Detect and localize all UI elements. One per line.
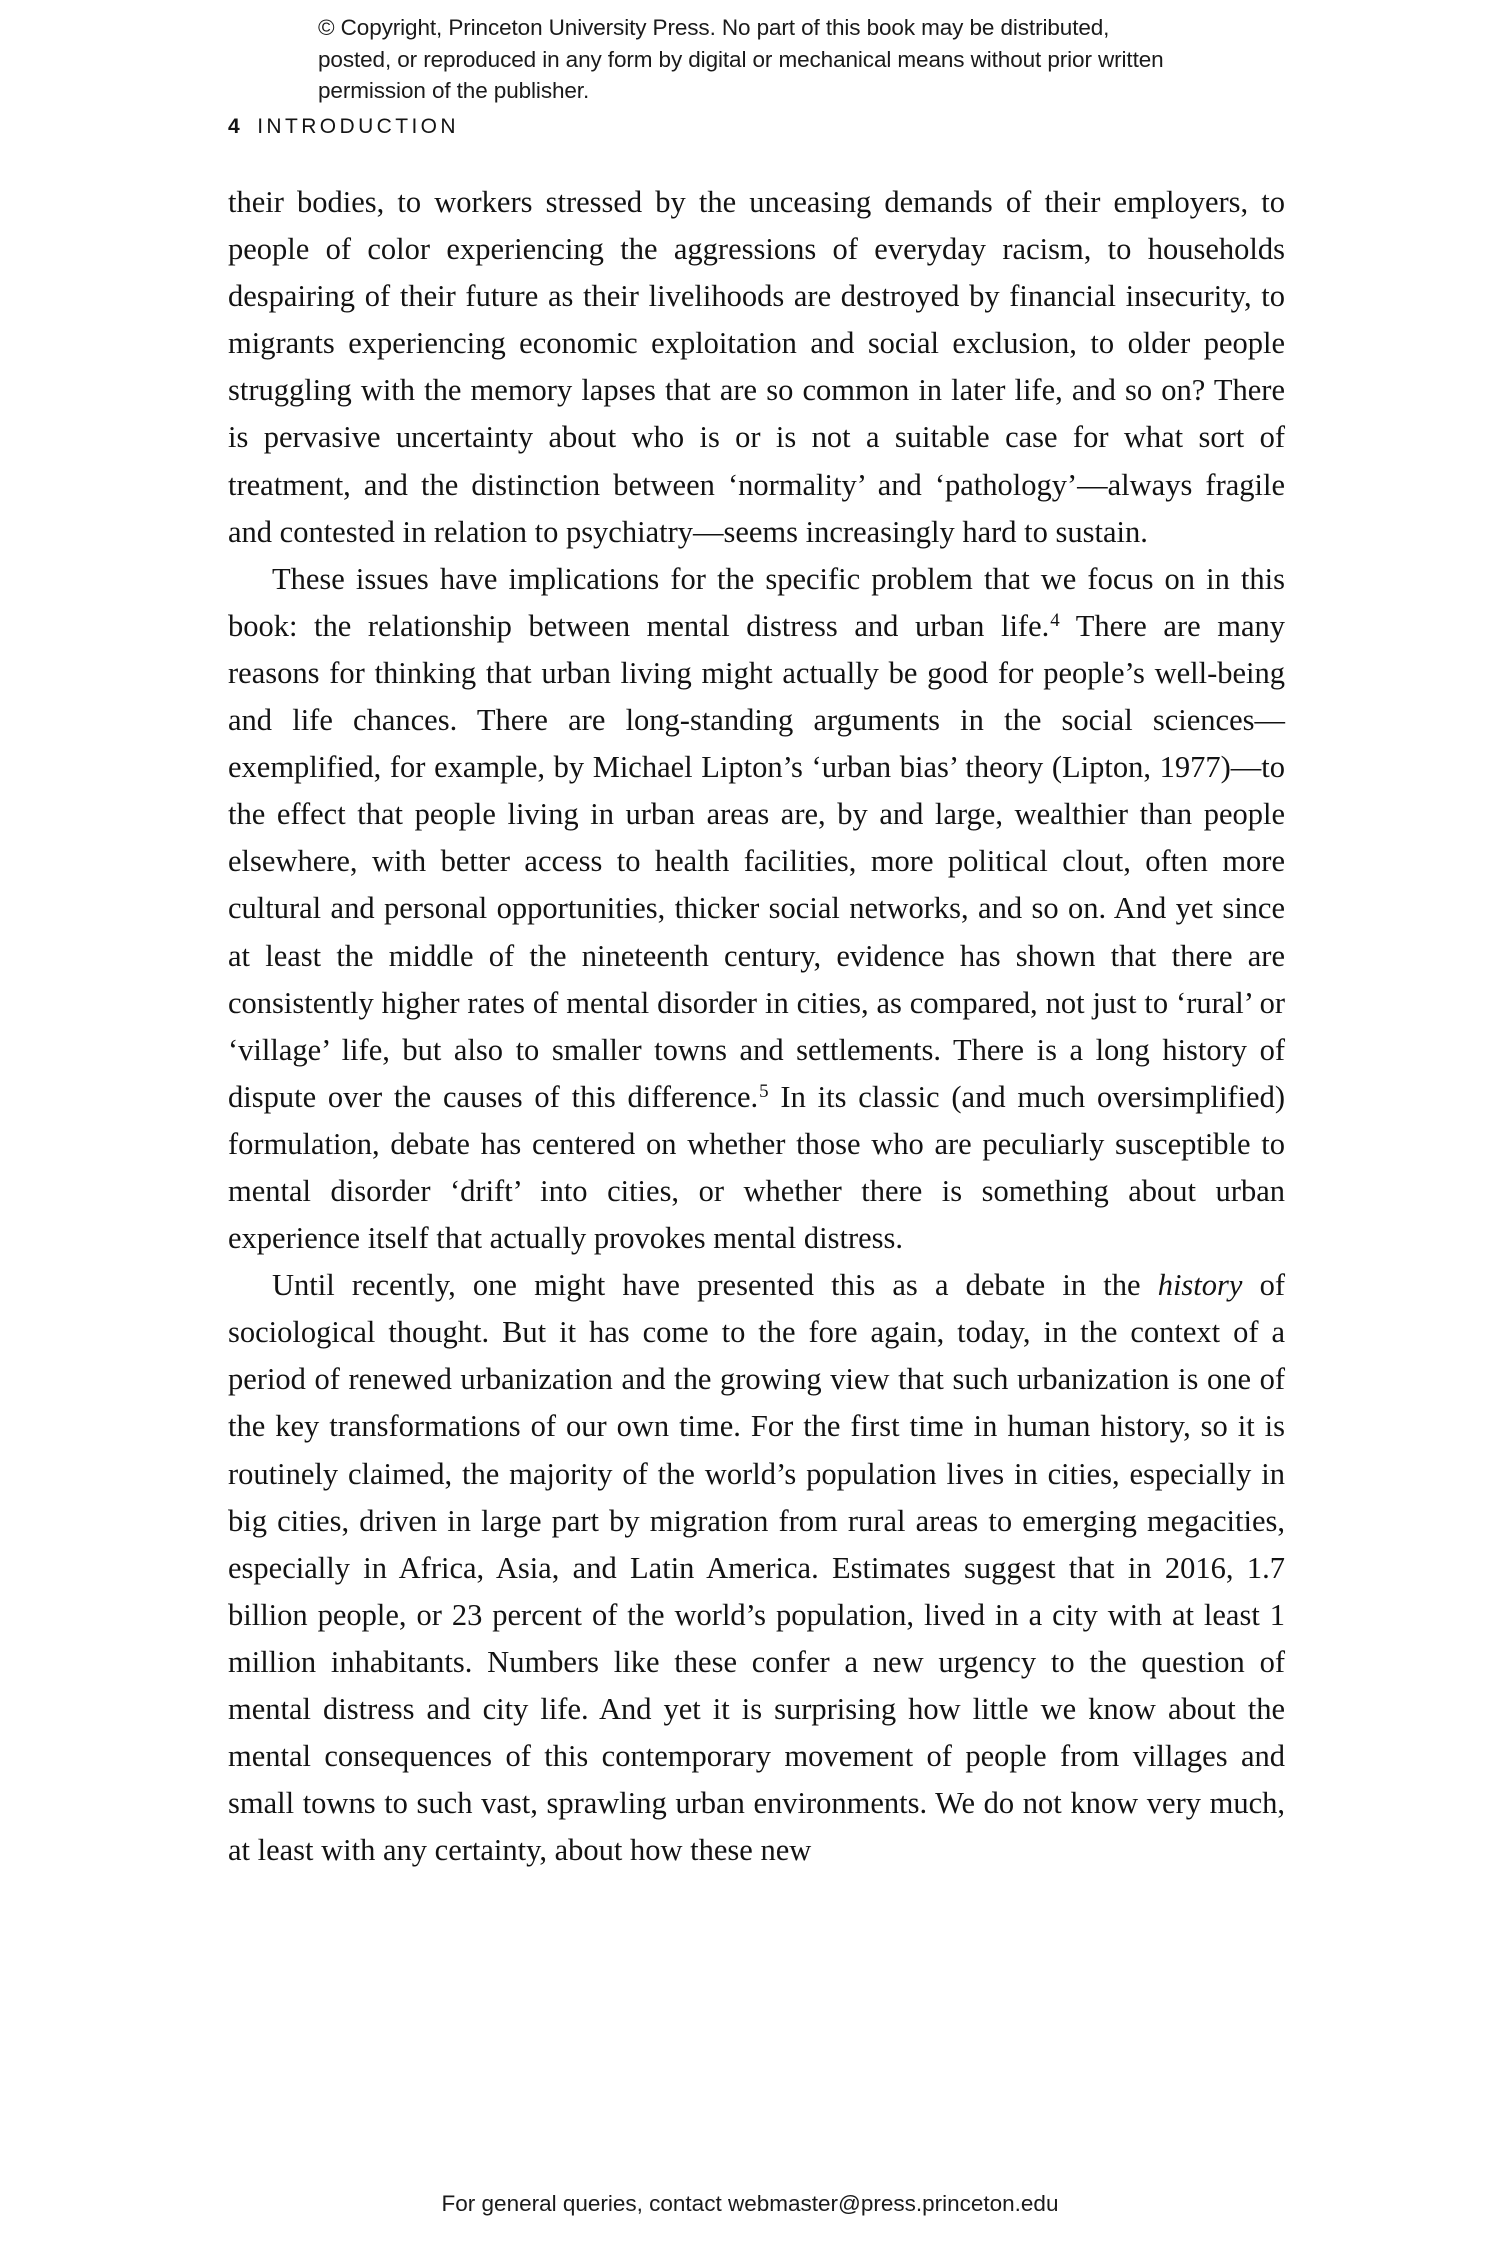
emphasis-text: history [1157, 1268, 1243, 1303]
page-number: 4 [228, 115, 241, 138]
running-head [228, 115, 459, 139]
text-run: of sociological thought. But it has come to the fore again, today, in the context of a period of renewed urbanization and the growing view that such urbanization is one of the key transformations of our own time. For the first time in human history, so it is routinely claimed, the majority of the world’s population lives in cities, especially in big cities, driven in large part by migration from rural areas to emerging megacities, especially in Africa, Asia, and Latin America. Estimates suggest that in 2016, 1.7 billion people, or 23 percent of the world’s population, lived in a city with at least 1 million inhabitants. Numbers like these confer a new urgency to the question of mental distress and city life. And yet it is surprising how little we know about the mental consequences of this contemporary movement of people from villages and small towns to such vast, sprawling urban environments. We do not know very much, at least with any certainty, about how these new [228, 1268, 1285, 1868]
para-3 [228, 1262, 1285, 1874]
text-run: their bodies, to workers stressed by the unceasing demands of their employers, to people of color experiencing the aggressions of everyday racism, to households despairing of their future as their livelihoods are destroyed by financial insecurity, to migrants experiencing economic exploitation and social exclusion, to older people struggling with the memory lapses that are so common in later life, and so on? There is pervasive uncertainty about who is or is not a suitable case for what sort of treatment, and the distinction between ‘normality’ and ‘pathology’—always fragile and contested in relation to psychiatry—seems increasingly hard to sustain. [228, 185, 1285, 549]
text-run: Until recently, one might have presented this as a debate in the [272, 1268, 1158, 1303]
para-1 [228, 179, 1285, 556]
para-2 [228, 556, 1285, 1262]
page-footer: For general queries, contact webmaster@press.princeton.edu [441, 2191, 1059, 2216]
text-run: These issues have implications for the specific problem that we focus on in this book: the relationship between mental distress and urban life. [228, 561, 1285, 643]
chapter-title: INTRODUCTION [257, 115, 459, 138]
footnote-marker[interactable]: 4 [1050, 610, 1060, 632]
body-text-block [228, 179, 1285, 1874]
text-run: There are many reasons for thinking that urban living might actually be good for people’s well-being and life chances. There are long-standing arguments in the social sciences—exemplified, for example, by Michael Lipton’s ‘urban bias’ theory (Lipton, 1977)—to the effect that people living in urban areas are, by and large, wealthier than people elsewhere, with better access to health facilities, more political clout, often more cultural and personal opportunities, thicker social networks, and so on. And yet since at least the middle of the nineteenth century, evidence has shown that there are consistently higher rates of mental disorder in cities, as compared, not just to ‘rural’ or ‘village’ life, but also to smaller towns and settlements. There is a long history of dispute over the causes of this difference. [228, 608, 1285, 1114]
footnote-marker[interactable]: 5 [759, 1080, 769, 1102]
copyright-notice: © Copyright, Princeton University Press. No part of this book may be distributed, posted, or reproduced in any form by digital or mechanical means without prior written permission of the publisher. [318, 15, 1164, 103]
text-run: In its classic (and much oversimplified) formulation, debate has centered on whether those who are peculiarly susceptible to mental disorder ‘drift’ into cities, or whether there is something about urban experience itself that actually provokes mental distress. [228, 1079, 1285, 1256]
